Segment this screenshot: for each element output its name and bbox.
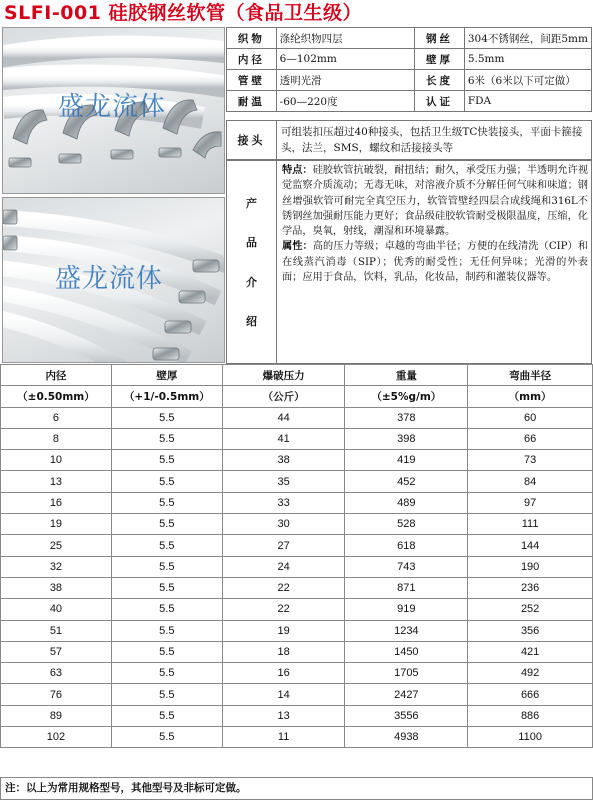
table-row	[1, 705, 593, 726]
table-row	[1, 428, 593, 449]
spec-label: 壁厚	[415, 49, 465, 70]
table-cell: 528	[345, 514, 468, 535]
features-text: 硅胶软管抗破裂，耐扭结；耐久，承受压力强；半透明允许视觉监察介质流动；无毒无味，对溶液介质不分解任何气味和味道；钢丝增强软管可耐完全真空压力，软管管壁经四层合成线绳和316L不锈钢丝加强耐压能力更好；食品级硅胶软管耐受极限温度，压缩，化学品，臭氧，射线，潮湿和环境暴露。	[282, 165, 589, 238]
table-cell: 13	[1, 471, 112, 492]
table-row	[1, 450, 593, 471]
table-cell: 398	[345, 428, 468, 449]
table-row	[1, 407, 593, 428]
table-cell: 1450	[345, 641, 468, 662]
spec-data-table	[0, 364, 593, 748]
table-cell: 22	[222, 599, 345, 620]
spec-value: 涤纶织物四层	[276, 28, 415, 49]
spec-label: 内径	[227, 49, 277, 70]
table-cell: 378	[345, 407, 468, 428]
table-cell: 5.5	[111, 535, 222, 556]
spec-value: 6米（6米以下可定做）	[464, 70, 591, 91]
table-cell: 3556	[345, 705, 468, 726]
spec-value: 304不锈钢丝，间距5mm	[464, 28, 591, 49]
table-cell: 743	[345, 556, 468, 577]
table-cell: 30	[222, 514, 345, 535]
table-cell: 8	[1, 428, 112, 449]
table-cell: 6	[1, 407, 112, 428]
table-cell: 76	[1, 684, 112, 705]
intro-label-char: 介	[246, 275, 257, 289]
intro-label-char: 产	[246, 196, 257, 210]
table-cell: 40	[1, 599, 112, 620]
spec-value: 透明光滑	[276, 70, 415, 91]
table-cell: 11	[222, 727, 345, 748]
attributes-text: 高的压力等级；卓越的弯曲半径；方便的在线清洗（CIP）和在线蒸汽消毒（SIP）；优秀的耐受性；无任何异味；光滑的外表面；应用于食品，饮料，乳品，化妆品，制药和灌装仪器等。	[282, 241, 589, 284]
spec-table	[226, 27, 592, 112]
intro-label-char: 绍	[246, 315, 257, 329]
table-unit-row	[1, 386, 593, 407]
table-row	[1, 577, 593, 598]
table-cell: 489	[345, 492, 468, 513]
column-header: 爆破压力	[222, 365, 345, 386]
table-cell: 190	[468, 556, 593, 577]
table-cell: 5.5	[111, 727, 222, 748]
page-title: SLFI-001 硅胶钢丝软管（食品卫生级）	[4, 2, 363, 24]
table-cell: 5.5	[111, 492, 222, 513]
table-row	[1, 663, 593, 684]
spec-label: 钢丝	[415, 28, 465, 49]
table-cell: 57	[1, 641, 112, 662]
table-cell: 1705	[345, 663, 468, 684]
table-cell: 886	[468, 705, 593, 726]
column-unit: （+1/-0.5mm）	[111, 386, 222, 407]
table-cell: 44	[222, 407, 345, 428]
joint-label: 接头	[227, 121, 277, 159]
table-cell: 14	[222, 684, 345, 705]
table-row	[1, 620, 593, 641]
table-cell: 13	[222, 705, 345, 726]
table-cell: 618	[345, 535, 468, 556]
table-cell: 236	[468, 577, 593, 598]
product-intro-section	[226, 160, 592, 364]
table-row	[1, 684, 593, 705]
table-cell: 16	[222, 663, 345, 684]
table-cell: 51	[1, 620, 112, 641]
column-header: 重量	[345, 365, 468, 386]
table-cell: 60	[468, 407, 593, 428]
table-row	[1, 514, 593, 535]
table-row	[1, 641, 593, 662]
joint-text: 可组装扣压超过40种接头，包括卫生级TC快装接头，平面卡箍接头，法兰，SMS，螺纹和活接接头等	[281, 126, 583, 154]
table-cell: 5.5	[111, 428, 222, 449]
joint-section	[226, 120, 592, 160]
table-cell: 19	[1, 514, 112, 535]
table-cell: 27	[222, 535, 345, 556]
column-unit: （公斤）	[222, 386, 345, 407]
table-cell: 2427	[345, 684, 468, 705]
table-cell: 5.5	[111, 620, 222, 641]
table-cell: 5.5	[111, 663, 222, 684]
table-cell: 38	[1, 577, 112, 598]
table-body	[1, 407, 593, 748]
table-cell: 32	[1, 556, 112, 577]
spec-value: 5.5mm	[464, 49, 591, 70]
spec-value: 6—102mm	[276, 49, 415, 70]
attributes-paragraph	[282, 239, 588, 285]
table-cell: 419	[345, 450, 468, 471]
column-unit: （mm）	[468, 386, 593, 407]
table-cell: 421	[468, 641, 593, 662]
table-cell: 102	[1, 727, 112, 748]
table-cell: 1234	[345, 620, 468, 641]
table-cell: 5.5	[111, 450, 222, 471]
spec-label: 管壁	[227, 70, 277, 91]
table-cell: 5.5	[111, 407, 222, 428]
table-cell: 252	[468, 599, 593, 620]
table-row	[1, 492, 593, 513]
table-cell: 356	[468, 620, 593, 641]
spec-row	[227, 70, 592, 91]
table-cell: 452	[345, 471, 468, 492]
column-header: 内径	[1, 365, 112, 386]
table-cell: 5.5	[111, 514, 222, 535]
table-row	[1, 535, 593, 556]
column-header: 壁厚	[111, 365, 222, 386]
product-photo-top	[2, 27, 225, 194]
table-cell: 5.5	[111, 471, 222, 492]
table-row	[1, 599, 593, 620]
table-cell: 89	[1, 705, 112, 726]
footnote: 注：以上为常用规格型号，其他型号及非标可定做。	[0, 777, 593, 800]
table-row	[1, 556, 593, 577]
watermark-text: 盛龙流体	[55, 264, 164, 294]
table-cell: 66	[468, 428, 593, 449]
intro-label	[227, 161, 277, 363]
column-header: 弯曲半径	[468, 365, 593, 386]
table-cell: 10	[1, 450, 112, 471]
table-cell: 33	[222, 492, 345, 513]
table-cell: 919	[345, 599, 468, 620]
intro-label-char: 品	[246, 236, 257, 250]
spec-label: 长度	[415, 70, 465, 91]
table-cell: 5.5	[111, 705, 222, 726]
table-row	[1, 471, 593, 492]
table-row	[1, 727, 593, 748]
table-cell: 24	[222, 556, 345, 577]
table-cell: 144	[468, 535, 593, 556]
table-cell: 492	[468, 663, 593, 684]
table-cell: 63	[1, 663, 112, 684]
product-photo-bottom	[2, 197, 225, 363]
table-cell: 666	[468, 684, 593, 705]
table-cell: 25	[1, 535, 112, 556]
table-cell: 19	[222, 620, 345, 641]
table-cell: 5.5	[111, 577, 222, 598]
table-cell: 41	[222, 428, 345, 449]
spec-label: 织物	[227, 28, 277, 49]
spec-row	[227, 49, 592, 70]
table-cell: 73	[468, 450, 593, 471]
spec-row	[227, 91, 592, 112]
table-cell: 38	[222, 450, 345, 471]
spec-label: 认证	[415, 91, 465, 112]
table-cell: 5.5	[111, 684, 222, 705]
column-unit: （±5%g/m）	[345, 386, 468, 407]
table-cell: 871	[345, 577, 468, 598]
column-unit: （±0.50mm）	[1, 386, 112, 407]
features-label: 特点：	[282, 165, 313, 176]
watermark-text: 盛龙流体	[58, 92, 167, 122]
table-cell: 5.5	[111, 641, 222, 662]
table-cell: 5.5	[111, 599, 222, 620]
spec-label: 耐温	[227, 91, 277, 112]
table-cell: 111	[468, 514, 593, 535]
table-cell: 97	[468, 492, 593, 513]
table-cell: 1100	[468, 727, 593, 748]
intro-text	[282, 163, 588, 285]
table-cell: 35	[222, 471, 345, 492]
table-cell: 5.5	[111, 556, 222, 577]
attributes-label: 属性：	[282, 241, 313, 253]
features-paragraph	[282, 163, 588, 239]
table-header-row	[1, 365, 593, 386]
spec-value: -60—220度	[276, 91, 415, 112]
table-cell: 22	[222, 577, 345, 598]
table-cell: 4938	[345, 727, 468, 748]
spec-row	[227, 28, 592, 49]
spec-value: FDA	[464, 91, 591, 112]
table-cell: 84	[468, 471, 593, 492]
table-cell: 18	[222, 641, 345, 662]
table-cell: 16	[1, 492, 112, 513]
